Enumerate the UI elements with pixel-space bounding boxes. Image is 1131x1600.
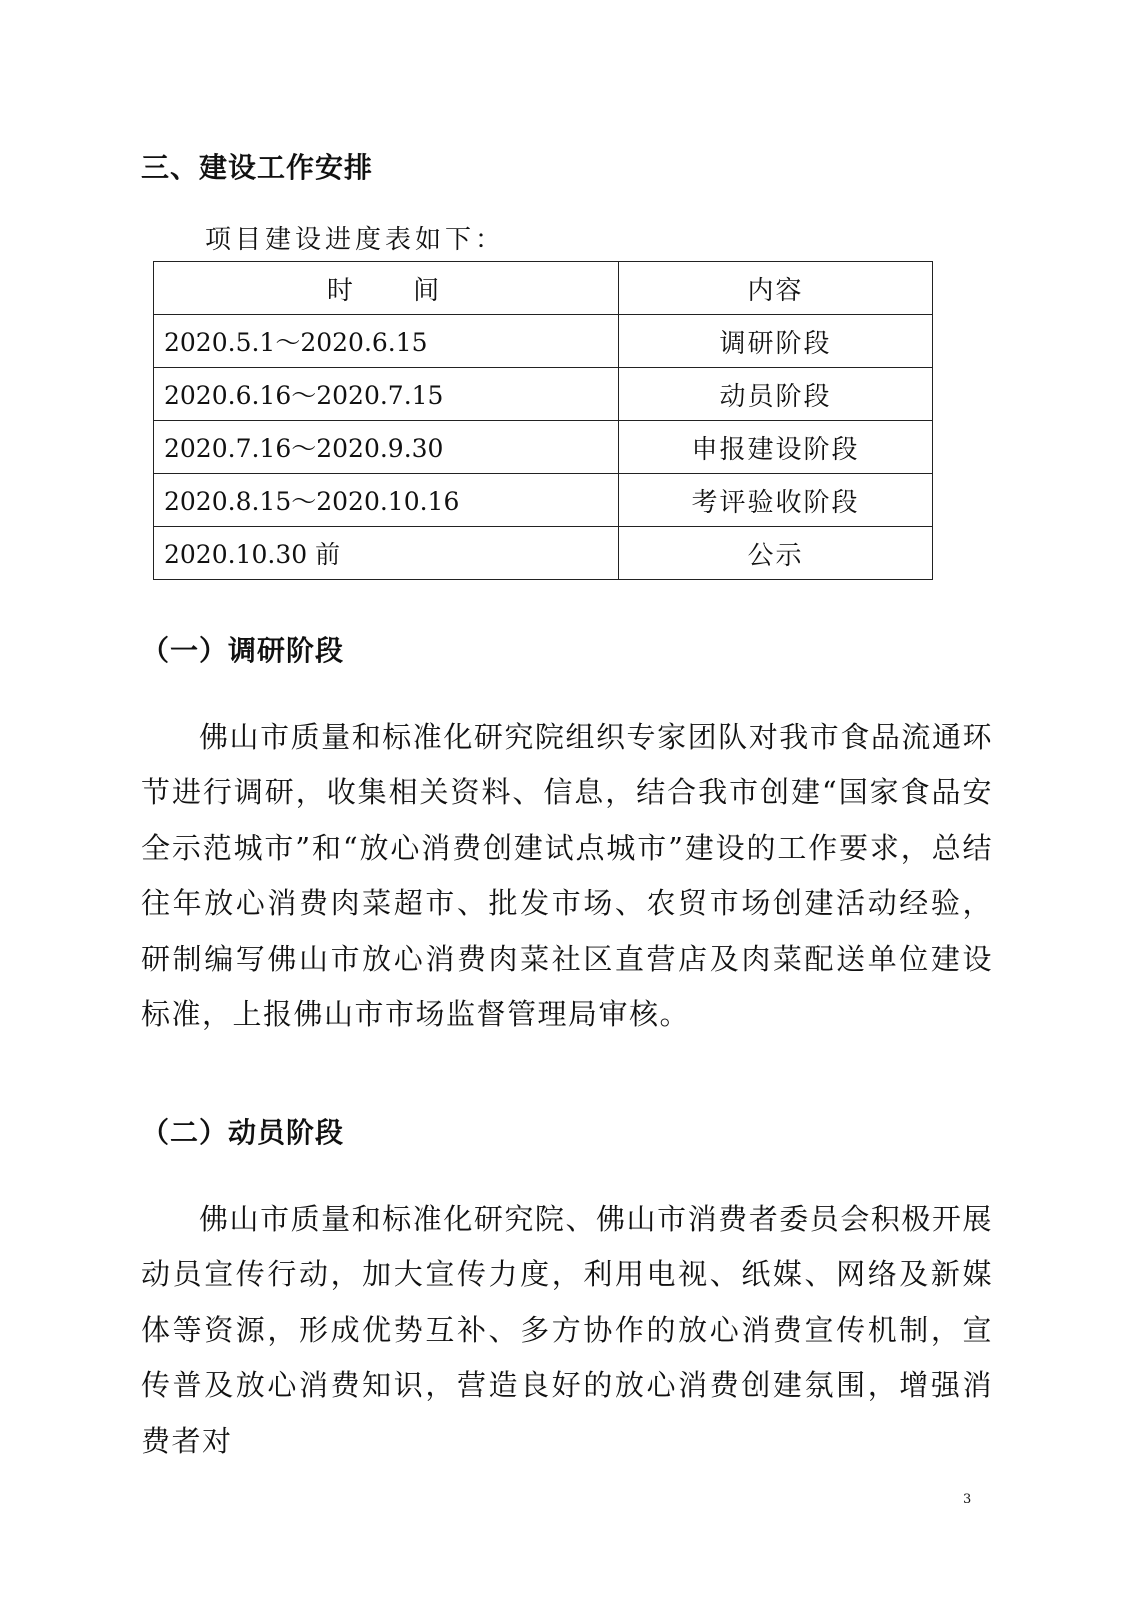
content-cell: 申报建设阶段 xyxy=(619,421,933,474)
table-row xyxy=(154,474,933,527)
research-paragraph: 佛山市质量和标准化研究院组织专家团队对我市食品流通环节进行调研，收集相关资料、信息，结合我市创建“国家食品安全示范城市”和“放心消费创建试点城市”建设的工作要求，总结往年放心消费肉菜超市、批发市场、农贸市场创建活动经验，研制编写佛山市放心消费肉菜社区直营店及肉菜配送单位建设标准，上报佛山市市场监督管理局审核。 xyxy=(141,720,993,1032)
content-cell: 动员阶段 xyxy=(619,368,933,421)
table-header-time: 时 间 xyxy=(154,262,619,315)
time-cell: 2020.6.16～2020.7.15 xyxy=(154,368,619,421)
schedule-table-intro: 项目建设进度表如下： xyxy=(205,225,506,255)
content-cell: 考评验收阶段 xyxy=(619,474,933,527)
content-cell: 公示 xyxy=(619,527,933,580)
subsection-heading-research: （一）调研阶段 xyxy=(141,634,345,667)
table-row xyxy=(154,368,933,421)
mobilization-paragraph: 佛山市质量和标准化研究院、佛山市消费者委员会积极开展动员宣传行动，加大宣传力度，利用电视、纸媒、网络及新媒体等资源，形成优势互补、多方协作的放心消费宣传机制，宣传普及放心消费知识，营造良好的放心消费创建氛围，增强消费者对 xyxy=(141,1202,993,1458)
table-row xyxy=(154,421,933,474)
content-cell: 调研阶段 xyxy=(619,315,933,368)
schedule-table xyxy=(153,261,933,580)
table-header-content: 内容 xyxy=(619,262,933,315)
time-cell: 2020.10.30 前 xyxy=(154,527,619,580)
time-cell: 2020.5.1～2020.6.15 xyxy=(154,315,619,368)
time-cell: 2020.7.16～2020.9.30 xyxy=(154,421,619,474)
subsection-heading-mobilization: （二）动员阶段 xyxy=(141,1116,345,1149)
page-number: 3 xyxy=(963,1492,972,1507)
table-header-row xyxy=(154,262,933,315)
table-row xyxy=(154,527,933,580)
section-heading-construction-arrangement: 三、建设工作安排 xyxy=(141,151,374,184)
table-row xyxy=(154,315,933,368)
time-cell: 2020.8.15～2020.10.16 xyxy=(154,474,619,527)
